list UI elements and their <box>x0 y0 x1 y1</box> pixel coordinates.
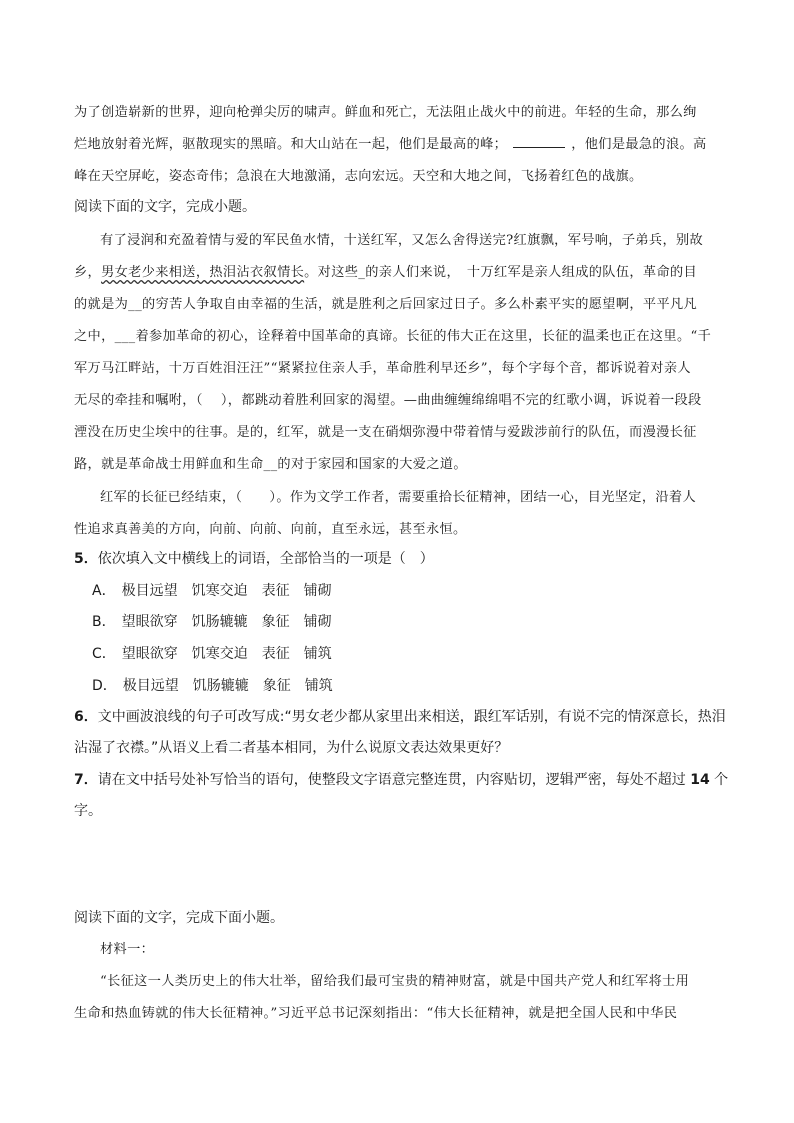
option-c[interactable] <box>92 643 346 663</box>
passage3-line2: 生命和热血铸就的伟大长征精神。”习近平总书记深刻指出：“伟大长征精神，就是把全国人民和中华民 <box>74 1006 678 1021</box>
question-7-line2: 字。 <box>74 803 102 819</box>
passage1-line2 <box>74 133 707 152</box>
passage2-line5: 军万马江畔站，十万百姓泪汪汪”“紧紧拉住亲人手，革命胜利早还乡”，每个字每个音，都诉说着对亲人 <box>74 361 691 376</box>
option-word: 望眼欲穿 <box>121 646 178 662</box>
option-word: 象征 <box>261 614 290 630</box>
question-text: 请在文中括号处补写恰当的语句，使整段文字语意完整连贯，内容贴切，逻辑严密，每处不超过 <box>97 772 691 788</box>
option-a[interactable] <box>92 580 346 600</box>
question-text: 依次填入文中横线上的词语，全部恰当的一项是（ ） <box>97 551 434 567</box>
passage2-line1: 有了浸润和充盈着情与爱的军民鱼水情，十送红军，又怎么舍得送完?红旗飘，军号响，子弟兵，别故 <box>100 233 704 248</box>
passage2-line6: 无尽的牵挂和嘱咐，（ ），都跳动着胜利回家的渴望。—曲曲缠缠绵绵唱不完的红歌小调，诉说着一段段 <box>74 393 702 408</box>
option-word: 饥寒交迫 <box>191 583 248 599</box>
question-number: 6． <box>74 709 98 725</box>
option-letter: C． <box>92 646 116 662</box>
wavy-underlined-sentence: 男女老少来相送，热泪沾衣叙情长 <box>101 265 305 280</box>
option-word: 极目远望 <box>121 583 178 599</box>
option-letter: D． <box>92 678 117 694</box>
passage2-line2 <box>74 261 697 280</box>
passage1-line3: 峰在天空屏屹，姿态奇伟；急浪在大地激涌，志向宏远。天空和大地之间，飞扬着红色的战旗。 <box>74 169 643 184</box>
passage1-line2-b: ，他们是最急的浪。高 <box>571 137 707 152</box>
question-number: 7． <box>74 772 98 788</box>
option-word: 表征 <box>261 646 290 662</box>
option-letter: B． <box>92 614 116 630</box>
passage1-line1: 为了创造崭新的世界，迎向枪弹尖厉的啸声。鲜血和死亡，无法阻止战火中的前进。年轻的生命，那么绚 <box>74 105 697 120</box>
passage2-line2-b: 。对这些_的亲人们来说， 十万红军是亲人组成的队伍，革命的目 <box>304 265 698 280</box>
option-word: 表征 <box>261 583 290 599</box>
question-7-line1 <box>74 769 728 789</box>
fill-blank <box>513 135 565 148</box>
question-number: 5． <box>74 551 98 567</box>
passage2-line8: 路，就是革命战士用鲜血和生命__的对于家园和国家的大爱之道。 <box>74 457 467 472</box>
option-word: 极目远望 <box>122 678 179 694</box>
material-label: 材料一： <box>100 942 155 957</box>
option-word: 饥肠辘辘 <box>192 678 249 694</box>
passage2-line4: 之中，___着参加革命的初心，诠释着中国革命的真谛。长征的伟大正在这里，长征的温柔也正在这里。“千 <box>74 329 712 344</box>
option-word: 饥寒交迫 <box>191 646 248 662</box>
question-6-line2: 沾湿了衣襟。”从语义上看二者基本相同，为什么说原文表达效果更好？ <box>74 740 509 756</box>
option-letter: A． <box>92 583 116 599</box>
question-text: 文中画波浪线的句子可改写成:“男女老少都从家里出来相送，跟红军话别，有说不完的情深意长，热泪 <box>97 709 726 725</box>
passage2-para2-line2: 性追求真善美的方向，向前、向前、向前，直至永远，甚至永恒。 <box>74 522 467 537</box>
section-heading-1: 阅读下面的文字，完成小题。 <box>74 199 256 215</box>
option-word: 望眼欲穿 <box>121 614 178 630</box>
option-word: 饥肠辘辘 <box>191 614 248 630</box>
passage3-line1: “长征这一人类历史上的伟大壮举，留给我们最可宝贵的精神财富，就是中国共产党人和红军将士用 <box>100 974 690 989</box>
passage2-para2-line1: 红军的长征已经结束，（ ）。作为文学工作者，需要重拾长征精神，团结一心，目光坚定，沿着人 <box>100 490 696 505</box>
option-word: 铺砌 <box>303 583 332 599</box>
question-5 <box>74 548 434 568</box>
passage2-line7: 湮没在历史尘埃中的往事。是的，红军，就是一支在硝烟弥漫中带着情与爱跋涉前行的队伍，而漫漫长征 <box>74 425 697 440</box>
passage2-line2-a: 乡， <box>74 265 102 280</box>
option-d[interactable] <box>92 675 347 695</box>
option-word: 铺砌 <box>303 614 332 630</box>
option-word: 铺筑 <box>304 678 333 694</box>
option-b[interactable] <box>92 611 346 631</box>
question-6-line1 <box>74 706 726 726</box>
passage2-line3: 的就是为__的穷苦人争取自由幸福的生活，就是胜利之后回家过日子。多么朴素平实的愿望啊，平平凡凡 <box>74 297 698 312</box>
option-word: 象征 <box>262 678 291 694</box>
option-word: 铺筑 <box>303 646 332 662</box>
char-limit: 14 <box>690 772 710 788</box>
question-text-end: 个 <box>709 772 729 788</box>
passage1-line2-a: 烂地放射着光辉，驱散现实的黑暗。和大山站在一起，他们是最高的峰； <box>74 137 508 152</box>
section-heading-2: 阅读下面的文字，完成下面小题。 <box>74 910 284 926</box>
